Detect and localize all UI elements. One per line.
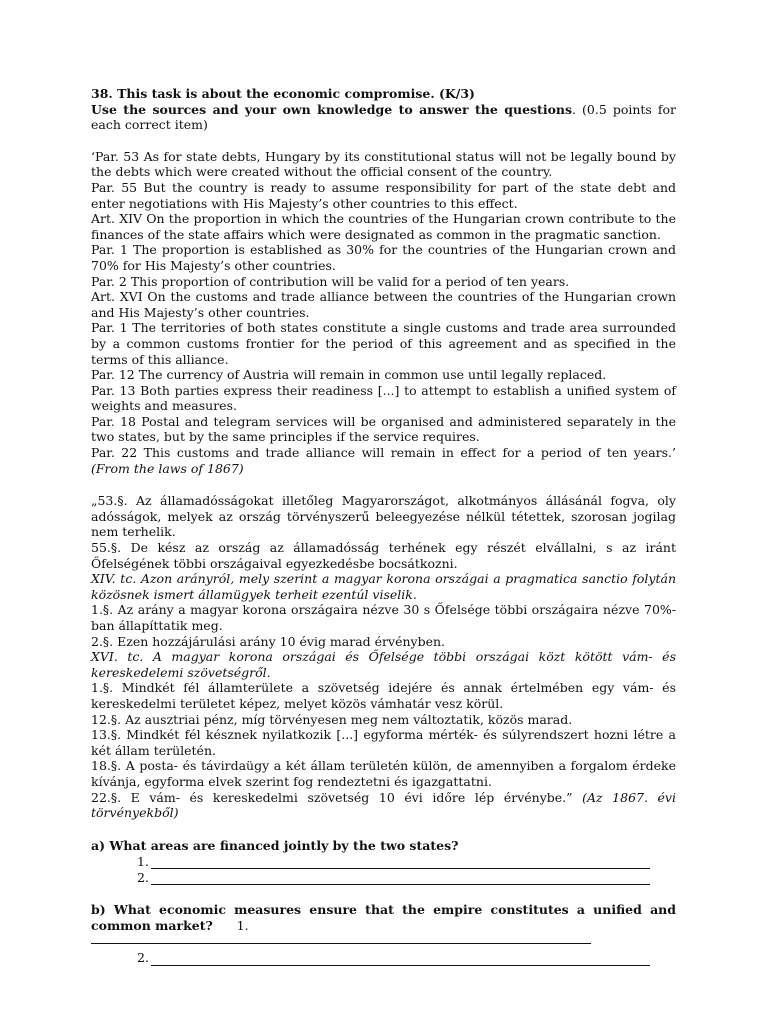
source-hu-paragraph: 55.§. De kész az ország az államadósság terhének egy részét elvállalni, s az iránt Őfelségének többi országaival egyezkedésbe bocsátkozni. bbox=[91, 540, 676, 571]
instruction-rest: . (0.5 points for each correct item) bbox=[91, 101, 676, 133]
answer-number: 2. bbox=[137, 949, 149, 965]
source-hu-article-heading: XVI. tc. A magyar korona országai és Őfelsége többi országai közt kötött vám- és kereskedelemi szövetségről. bbox=[91, 649, 676, 680]
task-instruction bbox=[91, 102, 676, 133]
source-en-paragraph: Par. 2 This proportion of contribution will be valid for a period of ten years. bbox=[91, 273, 570, 289]
answer-blank[interactable] bbox=[151, 856, 650, 869]
source-en-paragraph: Par. 55 But the country is ready to assume responsibility for part of the state debt and enter negotiations with His Majesty’s other countries to this effect. bbox=[91, 179, 676, 211]
answer-number: 1. bbox=[236, 917, 249, 933]
source-hungarian bbox=[91, 493, 676, 820]
instruction-bold: Use the sources and your own knowledge to answer the questions bbox=[91, 101, 573, 117]
source-en-paragraph: Art. XIV On the proportion in which the countries of the Hungarian crown contribute to the finances of the state affairs which were designated as common in the pragmatic sanction. bbox=[91, 211, 676, 242]
answer-a2[interactable] bbox=[137, 869, 676, 885]
source-hu-citation: (Az 1867. évi törvényekből) bbox=[91, 789, 676, 821]
answer-blank[interactable] bbox=[151, 953, 650, 966]
answer-b2[interactable] bbox=[137, 950, 676, 966]
source-en-paragraph: Par. 1 The territories of both states constitute a single customs and trade area surrounded by a common customs frontier for the period of this agreement and as specified in the terms of this alliance. bbox=[91, 320, 676, 367]
source-hu-paragraph: 13.§. Mindkét fél késznek nyilatkozik [...] egyforma mérték- és súlyrendszert hozni létre a két állam területén. bbox=[91, 727, 676, 758]
question-b bbox=[91, 902, 676, 965]
source-en-paragraph: Art. XVI On the customs and trade alliance between the countries of the Hungarian crown and His Majesty’s other countries. bbox=[91, 289, 676, 320]
source-hu-last-paragraph bbox=[91, 790, 676, 821]
source-hu-paragraph: 1.§. Mindkét fél államterülete a szövetség idejére és annak értelmében egy vám- és kereskedelmi területet képez, melyet közös vámhatár vesz körül. bbox=[91, 680, 676, 711]
source-hu-paragraph: 18.§. A posta- és távirdaügy a két állam területén külön, de amennyiben a forgalom érdeke kívánja, egyforma elvek szerint fog rendeztetni és igazgattatni. bbox=[91, 758, 676, 789]
question-a bbox=[91, 838, 676, 886]
source-english bbox=[91, 149, 676, 476]
source-hu-paragraph: 12.§. Az ausztriai pénz, míg törvényesen meg nem változtatik, közös marad. bbox=[91, 711, 573, 727]
source-hu-paragraph: 1.§. Az arány a magyar korona országaira nézve 30 s Őfelsége többi országaira nézve 70%-ban állapíttatik meg. bbox=[91, 602, 676, 633]
answer-number: 1. bbox=[137, 853, 149, 869]
source-hu-par22: 22.§. E vám- és kereskedelmi szövetség 10 évi időre lép érvénybe.” bbox=[91, 789, 573, 805]
source-en-par22: Par. 22 This customs and trade alliance will remain in effect for a period of ten years.’ bbox=[91, 445, 676, 461]
answer-a1[interactable] bbox=[137, 853, 676, 869]
source-hu-paragraph: „53.§. Az államadósságokat illetőleg Magyarországot, alkotmányos állásánál fogva, oly adósságok, melyek az ország törvényszerű beleegyezése nélkül tétettek, szorosan jogilag nem terhelik. bbox=[91, 493, 676, 540]
source-hu-paragraph: 2.§. Ezen hozzájárulási arány 10 évig marad érvényben. bbox=[91, 633, 445, 649]
source-en-paragraph: Par. 1 The proportion is established as 30% for the countries of the Hungarian crown and 70% for His Majesty’s other countries. bbox=[91, 242, 676, 273]
answer-blank[interactable] bbox=[151, 872, 650, 885]
source-en-paragraph: Par. 13 Both parties express their readiness [...] to attempt to establish a unified system of weights and measures. bbox=[91, 382, 676, 414]
source-hu-article-heading: XIV. tc. Azon arányról, mely szerint a magyar korona országai a pragmatica sanctio folytán közösnek ismert államügyek terheit ezentúl viselik. bbox=[91, 571, 676, 602]
question-b-text: b) What economic measures ensure that the empire constitutes a unified and common market? bbox=[91, 902, 676, 933]
answer-b1-blank[interactable] bbox=[91, 934, 591, 944]
task-title: 38. This task is about the economic compromise. (K/3) bbox=[91, 86, 475, 101]
question-a-text: a) What areas are financed jointly by the two states? bbox=[91, 837, 459, 853]
source-en-paragraph: Par. 12 The currency of Austria will remain in common use until legally replaced. bbox=[91, 367, 607, 383]
source-en-last-paragraph bbox=[91, 445, 676, 476]
answer-number: 2. bbox=[137, 869, 149, 885]
source-en-paragraph: Par. 18 Postal and telegram services will be organised and administered separately in the two states, but by the same principles if the service requires. bbox=[91, 413, 676, 445]
question-b-line bbox=[91, 902, 676, 933]
document-page bbox=[91, 86, 676, 966]
source-en-paragraph: ‘Par. 53 As for state debts, Hungary by its constitutional status will not be legally bound by the debts which were created without the official consent of the country. bbox=[91, 148, 676, 180]
source-en-citation: (From the laws of 1867) bbox=[91, 460, 244, 476]
